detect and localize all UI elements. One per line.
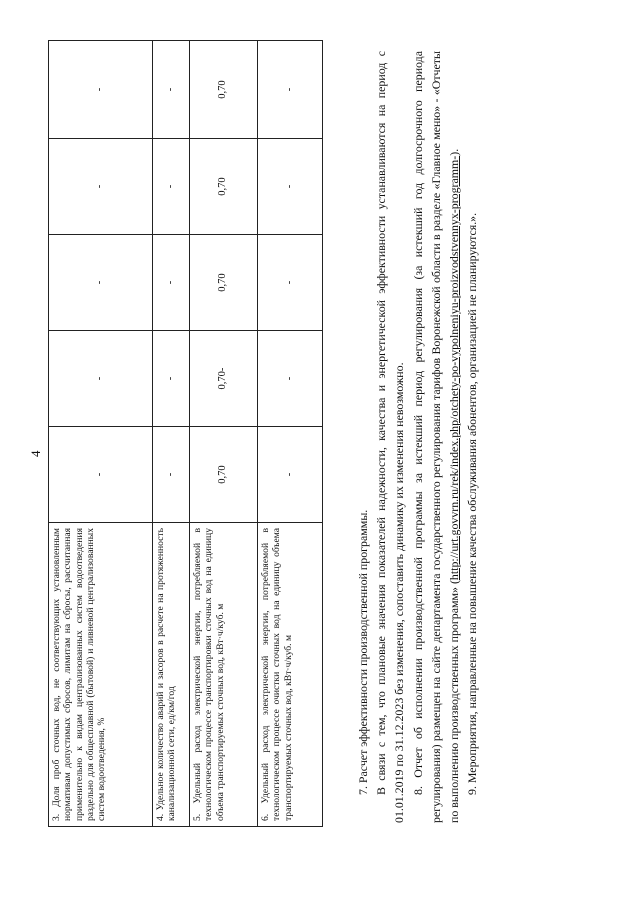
table-row (49, 41, 153, 827)
indicator-value: - (258, 427, 323, 523)
indicator-value: - (153, 235, 190, 331)
indicator-name: 5. Удельный расход электрической энергии, потребляемой в технологическом процессе транспортировки сточных вод на единицу объема транспортируемых сточных вод, кВт·ч/куб. м (190, 523, 258, 827)
indicator-value: 0,70 (190, 427, 258, 523)
indicator-value: - (153, 139, 190, 235)
section-8-text-end: ). (447, 148, 462, 156)
indicator-value: - (258, 41, 323, 139)
page-number: 4 (28, 450, 43, 457)
indicator-value: 0,70 (190, 139, 258, 235)
indicator-value: - (258, 331, 323, 427)
body-text (354, 51, 481, 823)
indicator-value: - (49, 331, 153, 427)
indicator-value: - (49, 235, 153, 331)
indicator-value: - (258, 139, 323, 235)
section-8-text: 8. Отчет об исполнении производственной программы за истекший период регулирования (за истекший год долгосрочного периода регулирования) размещен на сайте департамента государственного регулирования тарифов Воронежской области в разделе «Главное меню» - «Отчеты по выполнению производственных программ» ( (410, 51, 462, 823)
table-row (153, 41, 190, 827)
indicator-value: - (153, 41, 190, 139)
table-row (190, 41, 258, 827)
indicator-value: 0,70- (190, 331, 258, 427)
indicator-value: - (49, 427, 153, 523)
indicator-value: - (49, 139, 153, 235)
section-7-paragraph: В связи с тем, что плановые значения показателей надежности, качества и энергетической эффективности устанавливаются на период с 01.01.2019 по 31.12.2023 без изменения, сопоставить динамику их изменения невозможно. (374, 51, 407, 823)
indicator-value: - (49, 41, 153, 139)
indicator-name: 6. Удельный расход электрической энергии, потребляемой в технологическом процессе очистки сточных вод на единицу объема транспортируемых сточных вод, кВт·ч/куб. м (258, 523, 323, 827)
table-row (258, 41, 323, 827)
indicator-value: - (258, 235, 323, 331)
section-8-paragraph (409, 51, 464, 823)
indicator-name: 3. Доля проб сточных вод, не соответствующих установленным нормативам допустимых сбросов, лимитам на сбросы, рассчитанная применительно к видам централизованных систем водоотведения раздельно для общесплавной (бытовой) и ливневой централизованных систем водоотведения, % (49, 523, 153, 827)
report-link[interactable]: http://urt.govvrn.ru/rek/index.php/otchety-po-vypolneniyu-proizvodstvennyx-programm- (447, 155, 462, 581)
indicator-value: - (153, 331, 190, 427)
indicator-value: 0,70 (190, 41, 258, 139)
indicator-name: 4. Удельное количество аварий и засоров в расчете на протяженность канализационной сети, ед/км/год (153, 523, 190, 827)
indicator-value: 0,70 (190, 235, 258, 331)
section-7-heading: 7. Расчет эффективности производственной программы. (356, 509, 370, 795)
indicator-value: - (153, 427, 190, 523)
indicators-table (48, 40, 323, 827)
section-9-paragraph: 9. Мероприятия, направленные на повышение качества обслуживания абонентов, организацией не планируются.». (465, 212, 480, 795)
